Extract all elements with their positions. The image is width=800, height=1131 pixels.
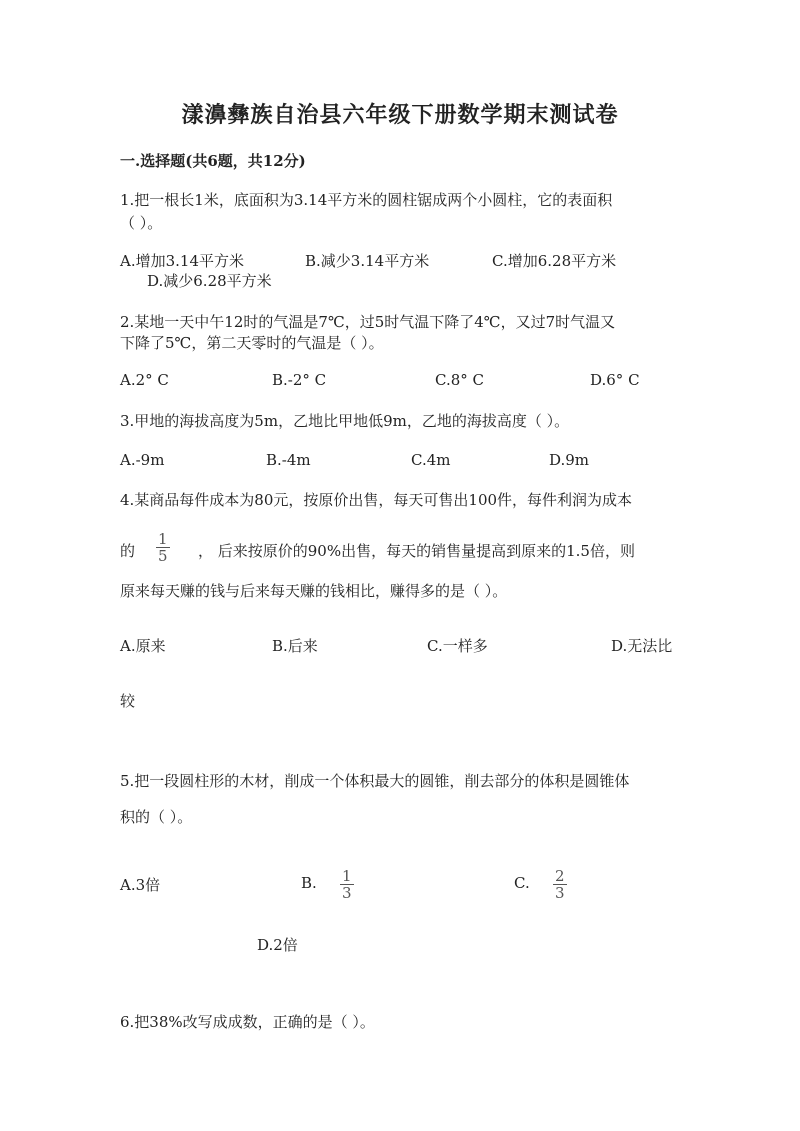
question-5-option-a[interactable]: A.3倍 xyxy=(120,876,161,894)
question-2-option-d[interactable]: D.6° C xyxy=(590,371,640,389)
fraction-numerator: 1 xyxy=(158,530,168,548)
question-2-text-cont: 下降了5℃，第二天零时的气温是（ ）。 xyxy=(120,334,384,352)
fraction-denominator: 3 xyxy=(342,884,352,902)
question-1-text: 1.把一根长1米，底面积为3.14平方米的圆柱锯成两个小圆柱，它的表面积 xyxy=(120,191,613,209)
section-heading: 一.选择题(共6题，共12分) xyxy=(120,152,306,170)
question-3-option-d[interactable]: D.9m xyxy=(549,451,590,469)
question-5-option-c[interactable]: C. xyxy=(514,874,530,892)
question-3-text: 3.甲地的海拔高度为5m，乙地比甲地低9m，乙地的海拔高度（ ）。 xyxy=(120,412,570,430)
question-4-fraction xyxy=(156,531,170,564)
question-5-text: 5.把一段圆柱形的木材，削成一个体积最大的圆锥，削去部分的体积是圆锥体 xyxy=(120,772,630,790)
page-title: 漾濞彝族自治县六年级下册数学期末测试卷 xyxy=(181,102,619,128)
question-2-option-c[interactable]: C.8° C xyxy=(435,371,484,389)
fraction-denominator: 3 xyxy=(555,884,565,902)
question-2-text: 2.某地一天中午12时的气温是7℃，过5时气温下降了4℃，又过7时气温又 xyxy=(120,313,616,331)
question-4-option-a[interactable]: A.原来 xyxy=(120,637,166,655)
question-1-option-c[interactable]: C.增加6.28平方米 xyxy=(492,252,617,270)
question-4-text: 4.某商品每件成本为80元，按原价出售，每天可售出100件，每件利润为成本 xyxy=(120,491,633,509)
question-6-text: 6.把38%改写成成数，正确的是（ ）。 xyxy=(120,1013,375,1031)
question-4-text-pre: 的 xyxy=(120,542,136,560)
question-1-option-b[interactable]: B.减少3.14平方米 xyxy=(305,252,430,270)
question-4-option-c[interactable]: C.一样多 xyxy=(427,637,488,655)
question-5-option-c-fraction xyxy=(553,868,567,901)
question-3-option-b[interactable]: B.-4m xyxy=(266,451,311,469)
question-4-option-d[interactable]: D.无法比 xyxy=(611,637,673,655)
question-1-option-a[interactable]: A.增加3.14平方米 xyxy=(120,252,244,270)
question-5-text-cont: 积的（ ）。 xyxy=(120,808,193,826)
question-5-option-b[interactable]: B. xyxy=(301,874,317,892)
question-5-option-b-fraction xyxy=(340,868,354,901)
question-1-option-d[interactable]: D.减少6.28平方米 xyxy=(147,272,272,290)
fraction-numerator: 2 xyxy=(555,867,565,885)
question-3-option-a[interactable]: A.-9m xyxy=(120,451,165,469)
question-4-option-d-wrap: 较 xyxy=(120,692,136,710)
question-4-option-b[interactable]: B.后来 xyxy=(272,637,318,655)
question-1-blank: （ ）。 xyxy=(120,214,163,232)
fraction-denominator: 5 xyxy=(158,547,168,565)
question-4-text-post: ， 后来按原价的90%出售，每天的销售量提高到原来的1.5倍，则 xyxy=(198,542,635,560)
question-4-text-cont: 原来每天赚的钱与后来每天赚的钱相比，赚得多的是（ ）。 xyxy=(120,582,508,600)
question-5-option-d[interactable]: D.2倍 xyxy=(257,936,298,954)
question-2-option-b[interactable]: B.-2° C xyxy=(272,371,327,389)
question-2-option-a[interactable]: A.2° C xyxy=(120,371,169,389)
fraction-numerator: 1 xyxy=(342,867,352,885)
question-3-option-c[interactable]: C.4m xyxy=(411,451,451,469)
